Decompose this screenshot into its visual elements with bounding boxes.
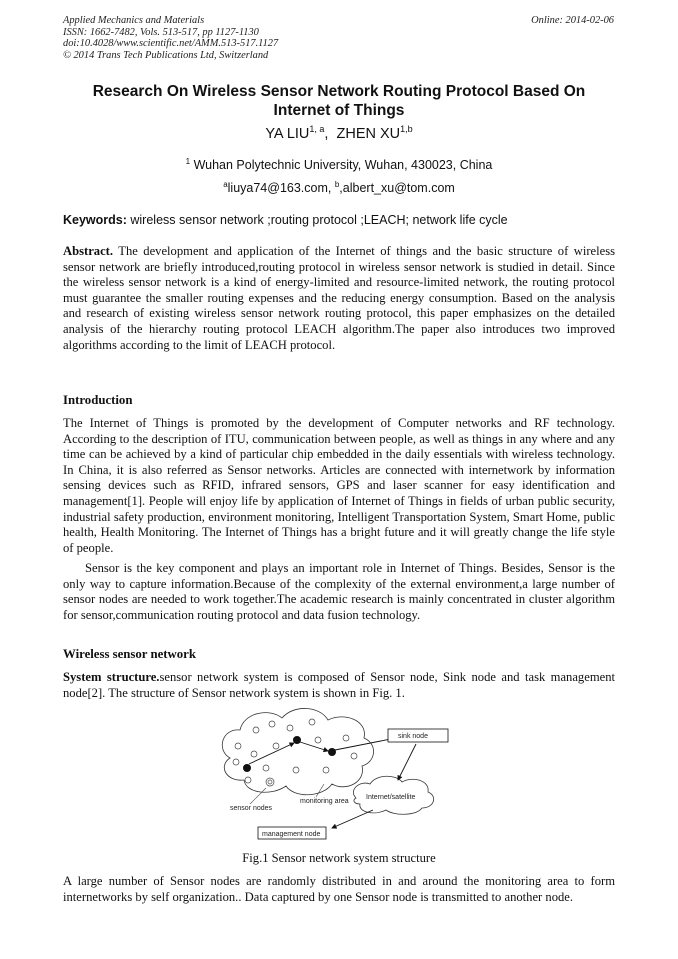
email-b-sup: b: [334, 180, 340, 189]
introduction-paragraph-1: The Internet of Things is promoted by the development of Computer networks and RF technology. According to the description of ITU, communication between people, as well as things in any where and any time can be achieved by a kind of particular chip embedded in the daily essentials with wireless technology. In China, it is also referred as Sensor networks. Articles are connected with internetwork by information sensing devices such as RFID, infrared sensors, GPS and laser scanner for easy identification and management[1]. People will enjoy life by application of Internet of Things in fields of urban public security, industrial safety production, environment monitoring, Intelligent Transportation System, Smart Home, public health, Health Monitoring. The Internet of Things has a bright future and it will greatly change the life style of people.: [63, 416, 615, 555]
affiliation-text: Wuhan Polytechnic University, Wuhan, 430023, China: [193, 158, 493, 173]
issn-line: ISSN: 1662-7482, Vols. 513-517, pp 1127-1130: [63, 26, 259, 38]
wsn-heading: Wireless sensor network: [63, 647, 196, 661]
keywords-label: Keywords:: [63, 213, 127, 227]
monitoring-area-label: monitoring area: [300, 798, 349, 805]
affiliation: [0, 157, 678, 172]
journal-header: [63, 15, 278, 61]
email-b[interactable]: ,albert_xu@tom.com: [339, 181, 455, 196]
email-line: [0, 180, 678, 195]
management-node-label: management node: [262, 831, 321, 838]
introduction-paragraph-2: Sensor is the key component and plays an important role in Internet of Things. Besides, Sensor is the only way to capture information.Because of the complexity of the external environment,a large number of sensor nodes are needed to work together.The academic research is mainly concentrated in cluster algorithm for sensor,communication routing protocol and data fusion technology.: [63, 561, 615, 622]
affiliation-sup: 1: [185, 157, 191, 166]
keywords: [63, 213, 615, 227]
introduction-heading: Introduction: [63, 393, 133, 407]
sensor-nodes-label: sensor nodes: [230, 805, 273, 812]
figure-caption: Fig.1 Sensor network system structure: [242, 851, 436, 865]
author-1-sup: 1, a: [309, 124, 325, 134]
system-structure-text: sensor network system is composed of Sensor node, Sink node and task management node[2]. The structure of Sensor network system is shown in Fig. 1.: [63, 670, 616, 700]
abstract-label: Abstract.: [63, 244, 114, 258]
abstract: [63, 244, 615, 353]
doi-line[interactable]: doi:10.4028/www.scientific.net/AMM.513-517.1127: [63, 38, 279, 50]
monitoring-area-cloud: [222, 708, 373, 794]
author-2: ZHEN XU: [336, 125, 401, 142]
journal-name: Applied Mechanics and Materials: [63, 15, 205, 26]
paper-title: Research On Wireless Sensor Network Routing Protocol Based On Internet of Things: [92, 83, 586, 119]
abstract-text: The development and application of the Internet of things and the basic structure of wireless sensor network are briefly introduced,routing protocol in wireless sensor network is studied in detail. Since the wireless sensor network is a kind of energy-limited and resource-limited network, the routing protocol must guarantee the smaller routing expenses and the reducing energy consumption. Based on the analysis and research of existing wireless sensor network routing protocol, this paper emphasizes on the detailed analysis of the hierarchy routing protocol LEACH algorithm.The paper also introduces two improved algorithms according to the limit of LEACH protocol.: [63, 244, 615, 352]
author-2-sup: 1,b: [400, 124, 413, 134]
system-structure-label: System structure.: [63, 670, 160, 684]
sensor-node-circles: [233, 719, 357, 786]
author-separator: ,: [324, 125, 337, 142]
email-a-sup: a: [223, 180, 228, 189]
sensor-network-figure: [208, 700, 470, 842]
copyright-line: © 2014 Trans Tech Publications Ltd, Switzerland: [63, 49, 269, 61]
final-paragraph: A large number of Sensor nodes are randomly distributed in and around the monitoring area to form internetworks by self organization.. Data captured by one Sensor node is transmitted to another node.: [63, 874, 615, 904]
author-line: [0, 124, 678, 142]
sink-node-label: sink node: [398, 733, 428, 740]
author-1: YA LIU: [265, 125, 310, 142]
internet-label: Internet/satellite: [366, 794, 416, 801]
email-a[interactable]: liuya74@163.com,: [227, 181, 335, 196]
system-structure-paragraph: [63, 670, 615, 701]
keywords-text: wireless sensor network ;routing protocol ;LEACH; network life cycle: [126, 213, 508, 227]
online-date: Online: 2014-02-06: [531, 15, 614, 26]
